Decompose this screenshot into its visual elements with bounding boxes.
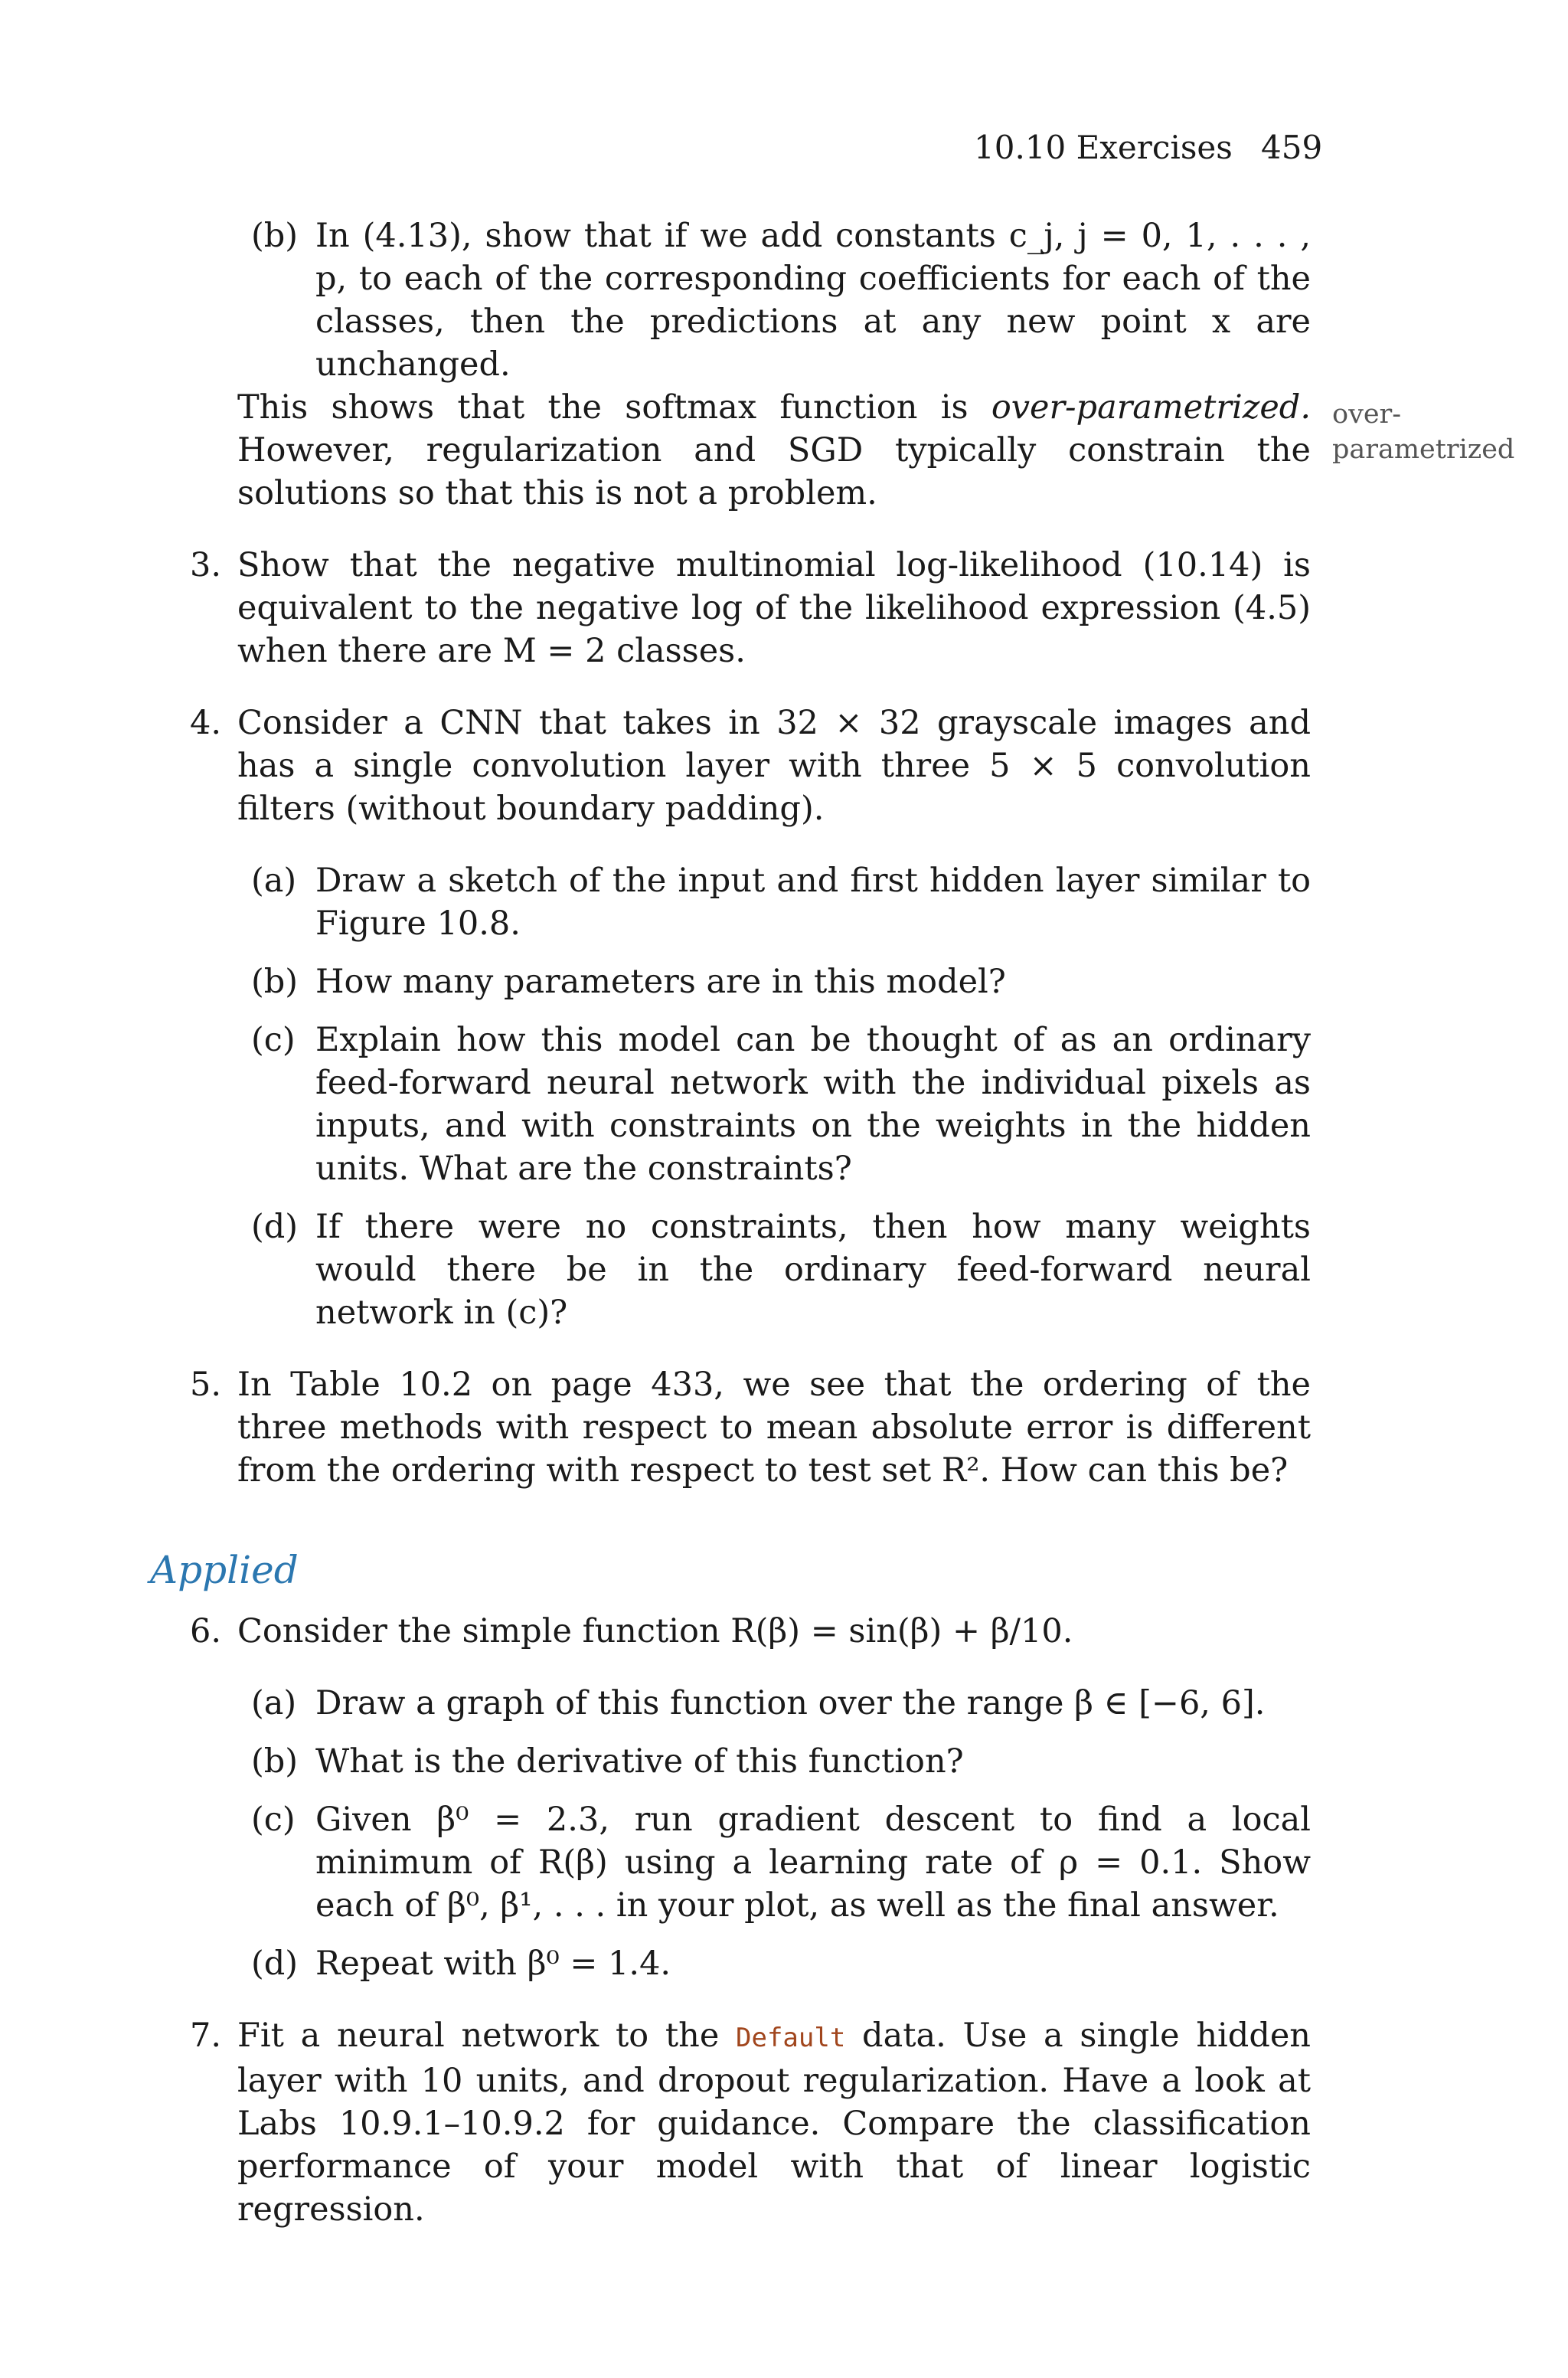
emphasized-term: over-parametrized. (991, 388, 1311, 427)
exercise-4b (237, 960, 1311, 1003)
exercise-body: In Table 10.2 on page 433, we see that the ordering of the three methods with respect to mean absolute error is different from the ordering with respect to test set R². How can this be? (237, 1366, 1311, 1490)
item-text: How many parameters are in this model? (315, 963, 1006, 1001)
item-label: (a) (251, 1684, 297, 1722)
item-label: (d) (251, 1945, 299, 1983)
exercise-3 (190, 544, 1311, 672)
exercise-number: 4. (190, 704, 222, 742)
exercise-number: 7. (190, 2017, 222, 2055)
exercise-body: Consider the simple function R(β) = sin(β) + β/10. (237, 1612, 1073, 1650)
exercise-2b (237, 214, 1311, 386)
item-label: (b) (251, 217, 299, 255)
exercise-4d (237, 1205, 1311, 1334)
exercise-number: 6. (190, 1612, 222, 1650)
exercise-number: 5. (190, 1366, 222, 1404)
item-text: If there were no constraints, then how many weights would there be in the ordinary feed-forward neural network in (c)? (315, 1208, 1311, 1332)
exercise-6d (237, 1942, 1311, 1985)
item-text: Given β⁰ = 2.3, run gradient descent to find a local minimum of R(β) using a learning rate of ρ = 0.1. Show each of β⁰, β¹, . . . in your plot, as well as the final answer. (315, 1801, 1311, 1925)
item-text: Draw a sketch of the input and first hidden layer similar to Figure 10.8. (315, 862, 1311, 943)
margin-note (1332, 397, 1562, 467)
dataset-name-code: Default (736, 2023, 846, 2053)
exercise-4 (190, 702, 1311, 830)
exercise-5 (190, 1363, 1311, 1492)
item-label: (c) (251, 1021, 296, 1059)
item-label: (b) (251, 1742, 299, 1781)
item-text: Draw a graph of this function over the range β ∈ [−6, 6]. (315, 1684, 1266, 1722)
page-number: 459 (1261, 129, 1323, 166)
exercise-4c (237, 1019, 1311, 1190)
margin-note-line: parametrized (1332, 434, 1515, 465)
exercise-body (237, 2014, 1311, 2231)
paragraph-text: However, regularization and SGD typically constrain the solutions so that this is not a problem. (237, 431, 1311, 512)
item-text: Repeat with β⁰ = 1.4. (315, 1945, 671, 1983)
item-text: What is the derivative of this function? (315, 1742, 964, 1781)
section-heading-applied: Applied (150, 1548, 299, 1592)
item-text: In (4.13), show that if we add constants c_j, j = 0, 1, . . . , p, to each of the corresponding coefficients for each of the classes, then the predictions at any new point x are unchanged. (315, 217, 1311, 384)
exercise-6 (190, 1610, 1311, 1653)
exercise-body: Consider a CNN that takes in 32 × 32 grayscale images and has a single convolution layer with three 5 × 5 convolution filters (without boundary padding). (237, 704, 1311, 828)
section-title: 10.10 Exercises (974, 129, 1233, 166)
body-text: data. Use a single hidden layer with 10 units, and dropout regularization. Have a look at Labs 10.9.1–10.9.2 for guidance. Compare the classification performance of your model with that of linear logistic regression. (237, 2017, 1312, 2229)
item-label: (d) (251, 1208, 299, 1246)
softmax-paragraph (237, 386, 1311, 515)
paragraph-text: This shows that the softmax function is (237, 388, 991, 427)
body-text: Fit a neural network to the (237, 2017, 737, 2055)
exercise-6c (237, 1798, 1311, 1927)
margin-note-line: over- (1332, 399, 1402, 430)
item-label: (c) (251, 1801, 296, 1839)
exercise-text (150, 214, 1312, 2231)
exercise-6b (237, 1740, 1311, 1783)
item-text: Explain how this model can be thought of as an ordinary feed-forward neural network with the individual pixels as inputs, and with constraints on the weights in the hidden units. What are the constraints? (315, 1021, 1311, 1188)
exercise-6a (237, 1682, 1311, 1725)
item-label: (b) (251, 963, 299, 1001)
exercise-body: Show that the negative multinomial log-likelihood (10.14) is equivalent to the negative log of the likelihood expression (4.5) when there are M = 2 classes. (237, 546, 1311, 670)
exercise-7 (190, 2014, 1312, 2231)
item-label: (a) (251, 862, 297, 900)
exercise-4a (237, 859, 1311, 945)
exercise-number: 3. (190, 546, 222, 584)
